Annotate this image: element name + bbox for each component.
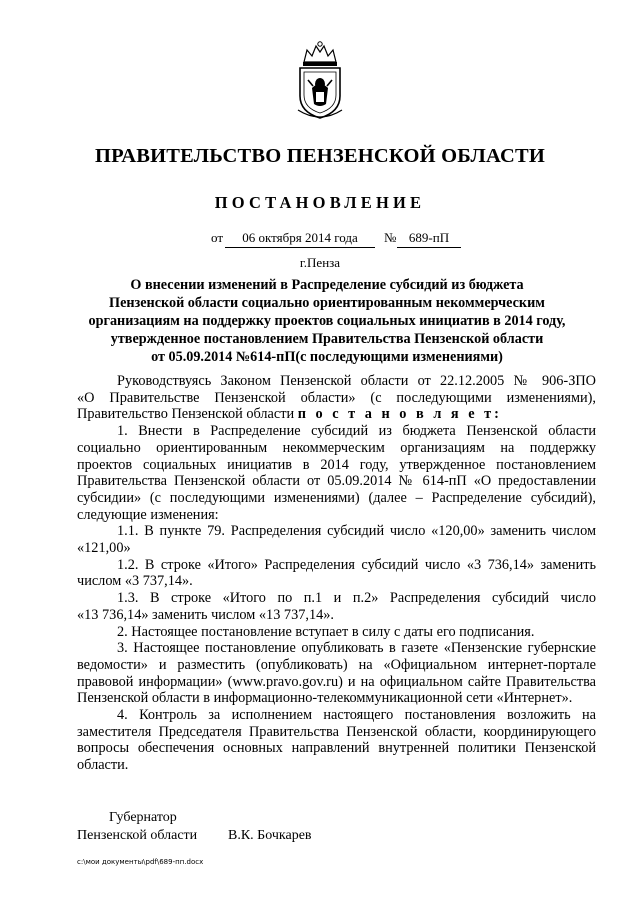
- text-line: 4. Контроль за исполнением настоящего постановления возложить на: [117, 707, 596, 724]
- city-name: г.Пенза: [299, 255, 341, 270]
- preamble-paragraph: [77, 373, 596, 423]
- paragraph-1-3: [77, 590, 596, 623]
- document-heading: [72, 276, 582, 366]
- heading-line: О внесении изменений в Распределение субсидий из бюджета: [130, 277, 524, 293]
- text-line: 3. Настоящее постановление опубликовать в газете «Пензенские губернские: [117, 640, 596, 657]
- paragraph-3: [77, 640, 596, 707]
- date-prefix: от: [211, 230, 224, 245]
- text-line: 2. Настоящее постановление вступает в силу с даты его подписания.: [117, 623, 535, 640]
- text-line: «13 736,14» заменить числом «13 737,14».: [77, 606, 334, 623]
- text-line: 1.2. В строке «Итого» Распределения субсидий число «3 736,14» заменить: [117, 556, 596, 573]
- text-line: субсидии» (с последующими изменениями) (далее – Распределение субсидий),: [77, 489, 596, 506]
- paragraph-1: [77, 423, 596, 523]
- heading-line: от 05.09.2014 №614-пП(с последующими изменениями): [151, 349, 503, 365]
- text-line: «О Правительстве Пензенской области» (с последующими изменениями),: [77, 389, 596, 406]
- text-line: следующие изменения:: [77, 506, 219, 523]
- text-line: числом «3 737,14».: [77, 573, 193, 590]
- text-line: 1.3. В строке «Итого по п.1 и п.2» Распределения субсидий число: [117, 590, 596, 607]
- text-line: ведомости» и разместить (опубликовать) на «Официальном интернет-портале: [77, 656, 596, 673]
- signature-title-line2: Пензенской области: [77, 828, 198, 843]
- text-line: Пензенской области в информационно-телекоммуникационной сети «Интернет».: [77, 690, 573, 707]
- text-line: вопросы обеспечения основных направлений внутренней политики Пензенской: [77, 740, 596, 757]
- text-line: области.: [77, 757, 129, 774]
- text-line: заместителя Председателя Правительства Пензенской области, координирующего: [77, 723, 596, 740]
- signatory-name: В.К. Бочкарев: [228, 828, 312, 843]
- number-sign: №: [384, 230, 397, 245]
- paragraph-1-1: [77, 523, 596, 556]
- text-line: правовой информации» (www.pravo.gov.ru) и на официальном сайте Правительства: [77, 673, 596, 690]
- file-path-footer: c:\мои документы\pdf\689-пп.docx: [77, 858, 204, 866]
- coat-of-arms-emblem: [290, 40, 350, 122]
- document-number: 689-пП: [397, 230, 461, 248]
- signature-title-line1: Губернатор: [109, 810, 177, 825]
- heading-line: Пензенской области социально ориентированным некоммерческим: [109, 295, 545, 311]
- document-body: [77, 373, 596, 774]
- document-type: ПОСТАНОВЛЕНИЕ: [214, 193, 426, 212]
- text-line: «121,00»: [77, 540, 131, 557]
- resolves-word: п о с т а н о в л я е т:: [297, 406, 502, 423]
- text-line: 1.1. В пункте 79. Распределения субсидий число «120,00» заменить числом: [117, 523, 596, 540]
- text-line: социально ориентированным некоммерческим организациям на поддержку: [77, 439, 596, 456]
- text-line: 1. Внести в Распределение субсидий из бюджета Пензенской области: [117, 423, 596, 440]
- text-fragment: Правительство Пензенской области: [77, 406, 295, 423]
- document-date: 06 октября 2014 года: [225, 230, 375, 248]
- text-line: Руководствуясь Законом Пензенской области от 22.12.2005 № 906-ЗПО: [117, 373, 596, 389]
- heading-line: утвержденное постановлением Правительства Пензенской области: [110, 331, 544, 347]
- heading-line: организациям на поддержку проектов социальных инициатив в 2014 году,: [88, 313, 566, 329]
- paragraph-2: [77, 624, 596, 641]
- text-line: [77, 406, 596, 423]
- text-line: Правительства Пензенской области от 05.09.2014 № 614-пП «О предоставлении: [77, 473, 596, 490]
- paragraph-1-2: [77, 557, 596, 590]
- paragraph-4: [77, 707, 596, 774]
- government-title: ПРАВИТЕЛЬСТВО ПЕНЗЕНСКОЙ ОБЛАСТИ: [95, 145, 545, 167]
- text-line: проектов социальных инициатив в 2014 году, утвержденное постановлением: [77, 456, 596, 473]
